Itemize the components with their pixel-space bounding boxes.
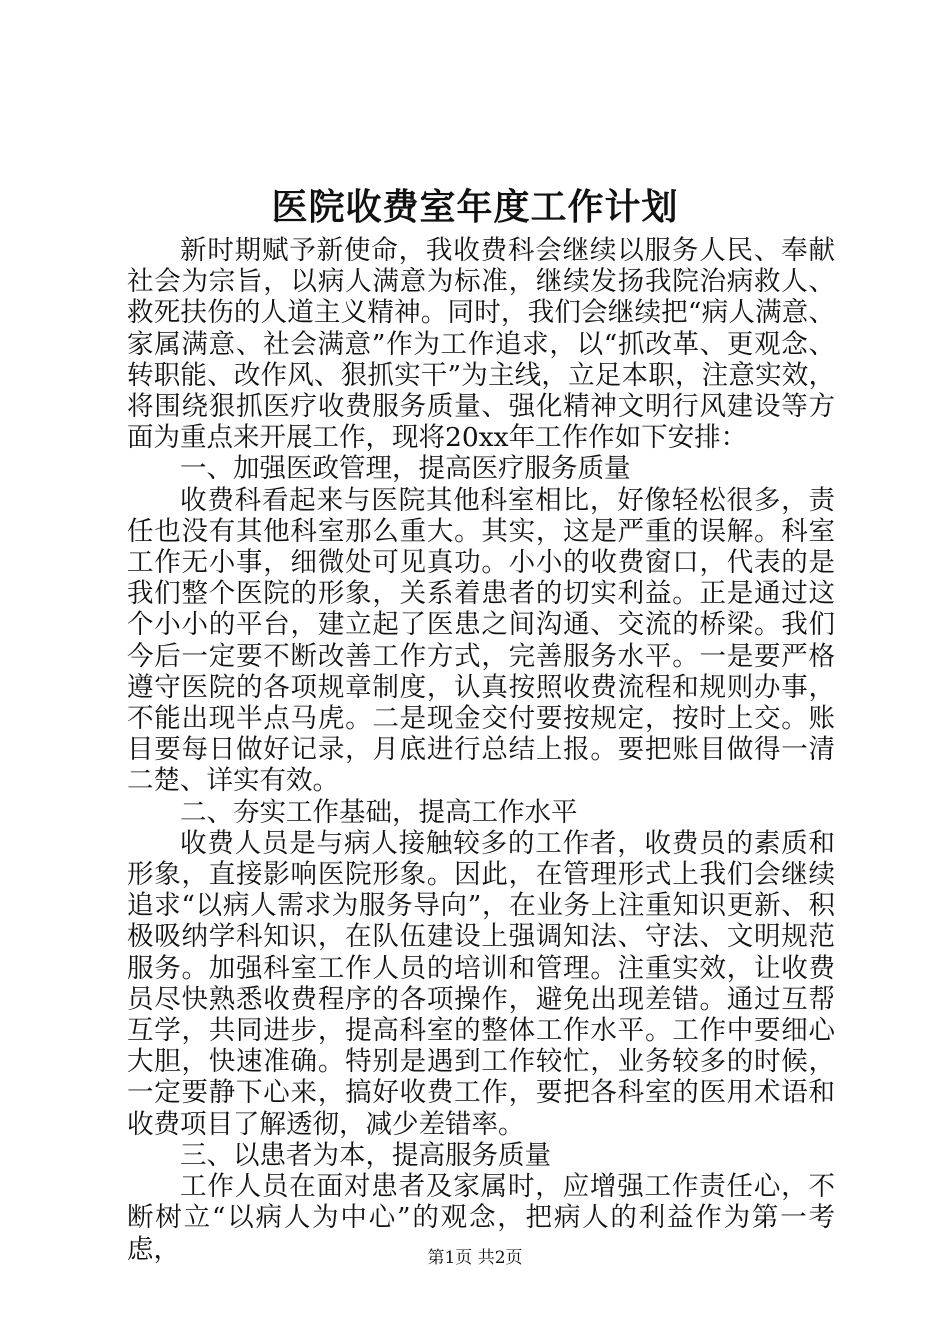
document-body bbox=[127, 235, 835, 1265]
section-heading-2: 二、夯实工作基础，提高工作水平 bbox=[180, 796, 578, 828]
section-heading-3: 三、以患者为本，提高服务质量 bbox=[180, 1139, 551, 1171]
section-3-paragraph: 工作人员在面对患者及家属时，应增强工作责任心，不断树立“以病人为中心”的观念，把病人的利益作为第一考虑， bbox=[127, 1171, 835, 1265]
intro-paragraph: 新时期赋予新使命，我收费科会继续以服务人民、奉献社会为宗旨，以病人满意为标准，继续发扬我院治病救人、救死扶伤的人道主义精神。同时，我们会继续把“病人满意、家属满意、社会满意”作为工作追求，以“抓改革、更观念、转职能、改作风、狠抓实干”为主线，立足本职，注意实效，将围绕狠抓医疗收费服务质量、强化精神文明行风建设等方面为重点来开展工作，现将20xx年工作作如下安排： bbox=[127, 235, 835, 454]
section-2-paragraph: 收费人员是与病人接触较多的工作者，收费员的素质和形象，直接影响医院形象。因此，在管理形式上我们会继续追求“以病人需求为服务导向”，在业务上注重知识更新、积极吸纳学科知识，在队伍建设上强调知法、守法、文明规范服务。加强科室工作人员的培训和管理。注重实效，让收费员尽快熟悉收费程序的各项操作，避免出现差错。通过互帮互学，共同进步，提高科室的整体工作水平。工作中要细心大胆，快速准确。特别是遇到工作较忙，业务较多的时候，一定要静下心来，搞好收费工作，要把各科室的医用术语和收费项目了解透彻，减少差错率。 bbox=[127, 827, 835, 1140]
page-number-footer: 第1页 共2页 bbox=[427, 1248, 523, 1268]
document-title: 医院收费室年度工作计划 bbox=[271, 186, 679, 228]
section-heading-1: 一、加强医政管理，提高医疗服务质量 bbox=[180, 453, 631, 485]
section-1-paragraph: 收费科看起来与医院其他科室相比，好像轻松很多，责任也没有其他科室那么重大。其实，这是严重的误解。科室工作无小事，细微处可见真功。小小的收费窗口，代表的是我们整个医院的形象，关系着患者的切实利益。正是通过这个小小的平台，建立起了医患之间沟通、交流的桥梁。我们今后一定要不断改善工作方式，完善服务水平。一是要严格遵守医院的各项规章制度，认真按照收费流程和规则办事，不能出现半点马虎。二是现金交付要按规定，按时上交。账目要每日做好记录，月底进行总结上报。要把账目做得一清二楚、详实有效。 bbox=[127, 484, 835, 797]
